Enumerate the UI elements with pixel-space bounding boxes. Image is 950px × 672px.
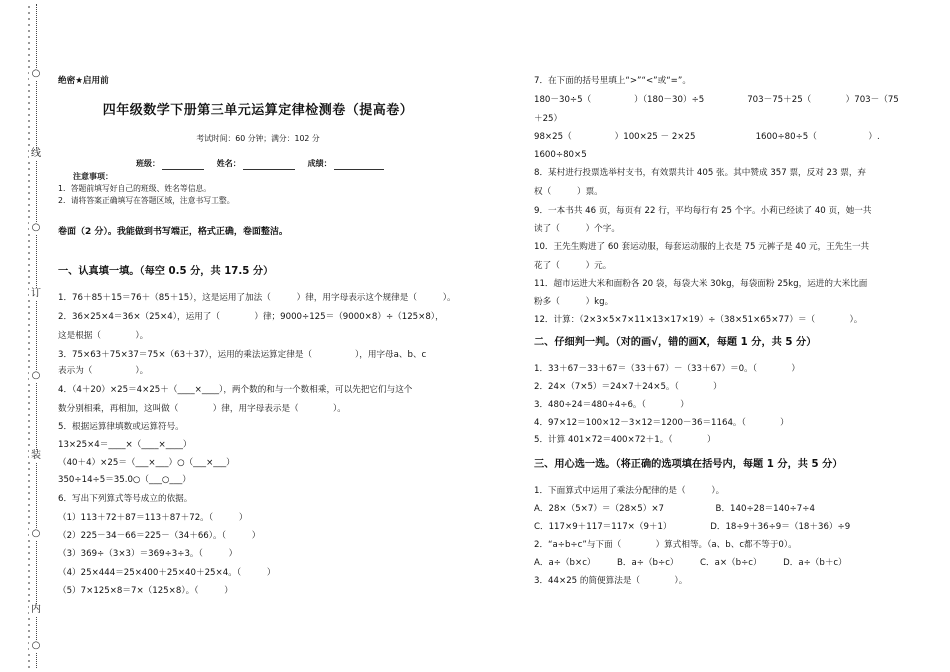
question-line: 11．超市运进大米和面粉各 20 袋，每袋大米 30kg，每袋面粉 25kg，运进的大米比面 <box>534 279 868 289</box>
question-line: 3．480÷24＝480÷4÷6。（ ） <box>534 400 689 410</box>
binding-circle-mark: ○ <box>29 370 43 382</box>
question-line: 4．97×12＝100×12－3×12＝1200－36＝1164。（ ） <box>534 418 789 428</box>
question-line: 10．王先生购进了 60 套运动服，每套运动服的上衣是 75 元裤子是 40 元，王先生一共 <box>534 242 870 252</box>
question-line: 读了（ ）个字。 <box>534 224 620 234</box>
binding-line <box>36 4 37 668</box>
question-line: 180－30÷5（ ）（180－30）÷5 703－75＋25（ ）703－（75 <box>534 95 899 105</box>
page-title: 四年级数学下册第三单元运算定律检测卷（提高卷） <box>102 103 414 118</box>
binding-circle-mark: ○ <box>29 528 43 540</box>
dotted-cut-line <box>27 4 31 668</box>
binding-circle-mark: ○ <box>29 68 43 80</box>
exam-info: 考试时间：60 分钟；满分：102 分 <box>196 134 320 143</box>
question-line: 数分别相乘，再相加，这叫做（ ）律，用字母表示是（ ）。 <box>58 404 346 414</box>
question-line: 2．36×25×4＝36×（25×4），运用了（ ）律；9000÷125＝（9000×8）÷（125×8）， <box>58 312 444 322</box>
question-line: 9．一本书共 46 页，每页有 22 行，平均每行有 25 个字。小莉已经读了 40 页，她一共 <box>534 206 872 216</box>
neatness-statement: 卷面（2 分）。我能做到书写端正，格式正确，卷面整洁。 <box>58 227 288 237</box>
section3-heading: 三、用心选一选。（将正确的选项填在括号内，每题 1 分，共 5 分） <box>534 459 843 470</box>
question-line: 5．根据运算律填数或运算符号。 <box>58 422 184 432</box>
section2-heading: 二、仔细判一判。（对的画√，错的画X，每题 1 分，共 5 分） <box>534 337 817 348</box>
question-line: （3）369÷（3×3）＝369÷3÷3。（ ） <box>58 549 238 559</box>
question-line: 粉多（ ）kg。 <box>534 297 614 307</box>
question-line: （1）113＋72＋87＝113＋87＋72。（ ） <box>58 513 248 523</box>
notes-title: 注意事项： <box>73 172 113 181</box>
binding-margin <box>0 0 44 672</box>
question-line: 1．76＋85＋15＝76＋（85＋15），这是运用了加法（ ）律，用字母表示这个规律是（ ）。 <box>58 293 456 303</box>
question-line: 8．某村进行投票选举村支书，有效票共计 405 张。其中赞成 357 票，反对 23 票，弃 <box>534 168 867 178</box>
question-line: A．28×（5×7）＝（28×5）×7 B．140÷28＝140÷7÷4 <box>534 504 815 514</box>
question-line: A．a÷（b×c） B．a÷（b÷c） C．a×（b÷c） D．a÷（b＋c） <box>534 558 847 568</box>
question-line: 表示为（ ）。 <box>58 366 149 376</box>
question-line: 3．44×25 的简便算法是（ ）。 <box>534 576 688 586</box>
question-line: 350÷14÷5＝35.0○（___○___） <box>58 475 191 485</box>
student-info-fields <box>136 158 394 170</box>
question-line: ＋25） <box>534 114 563 124</box>
question-line: 花了（ ）元。 <box>534 261 612 271</box>
class-label: 班级： <box>136 159 160 168</box>
question-line: （40＋4）×25＝（___×___）○（___×___） <box>58 458 235 468</box>
binding-circle-mark: ○ <box>29 640 43 652</box>
binding-mark-xian: 线 <box>31 148 41 159</box>
question-line: C．117×9＋117＝117×（9＋1） D．18÷9＋36÷9＝（18＋36）÷9 <box>534 522 851 532</box>
question-line: 这是根据（ ）。 <box>58 331 149 341</box>
question-line: 4．（4＋20）×25＝4×25＋（____×____），两个数的和与一个数相乘，可以先把它们与这个 <box>58 385 413 395</box>
question-line: 12．计算：（2×3×5×7×11×13×17×19）÷（38×51×65×77）＝（ ）。 <box>534 315 863 325</box>
score-blank[interactable] <box>334 160 384 170</box>
binding-mark-ding: 订 <box>31 288 41 299</box>
question-line: （4）25×444＝25×400＋25×40＋25×4。（ ） <box>58 568 276 578</box>
note-item: 2．请将答案正确填写在答题区域，注意书写工整。 <box>58 196 235 205</box>
question-line: 2．24×（7×5）＝24×7＋24×5。（ ） <box>534 382 722 392</box>
question-line: 6．写出下列算式等号成立的依据。 <box>58 494 193 504</box>
note-item: 1．答题前填写好自己的班级、姓名等信息。 <box>58 184 212 193</box>
question-line: （2）225－34－66＝225－（34＋66）。（ ） <box>58 531 261 541</box>
binding-circle-mark: ○ <box>29 222 43 234</box>
question-line: 2．“a÷b÷c”与下面（ ）算式相等。（a、b、c都不等于0）。 <box>534 540 797 550</box>
section1-heading: 一、认真填一填。（每空 0.5 分，共 17.5 分） <box>58 266 274 277</box>
question-line: 权（ ）票。 <box>534 187 603 197</box>
question-line: 5．计算 401×72＝400×72＋1。（ ） <box>534 435 716 445</box>
question-line: （5）7×125×8＝7×（125×8）。（ ） <box>58 586 233 596</box>
question-line: 1600÷80×5 <box>534 150 587 160</box>
binding-mark-nei: 内 <box>31 604 41 615</box>
name-blank[interactable] <box>243 160 295 170</box>
binding-mark-zhuang: 装 <box>31 450 41 461</box>
score-label: 成绩： <box>307 159 332 168</box>
name-label: 姓名： <box>216 159 241 168</box>
question-line: 1．33＋67－33＋67＝（33＋67）－（33＋67）＝0。（ ） <box>534 364 800 374</box>
question-line: 1．下面算式中运用了乘法分配律的是（ ）。 <box>534 486 725 496</box>
question-line: 3．75×63＋75×37＝75×（63＋37），运用的乘法运算定律是（ ），用字母a、b、c <box>58 350 427 360</box>
question-line: 13×25×4＝____×（____×____） <box>58 440 192 450</box>
secret-label: 绝密★启用前 <box>58 76 109 86</box>
question-line: 98×25（ ）100×25 － 2×25 1600÷80÷5（ ）. <box>534 132 880 142</box>
class-blank[interactable] <box>162 160 204 170</box>
question-line: 7．在下面的括号里填上“>”“<”或“=”。 <box>534 76 691 86</box>
